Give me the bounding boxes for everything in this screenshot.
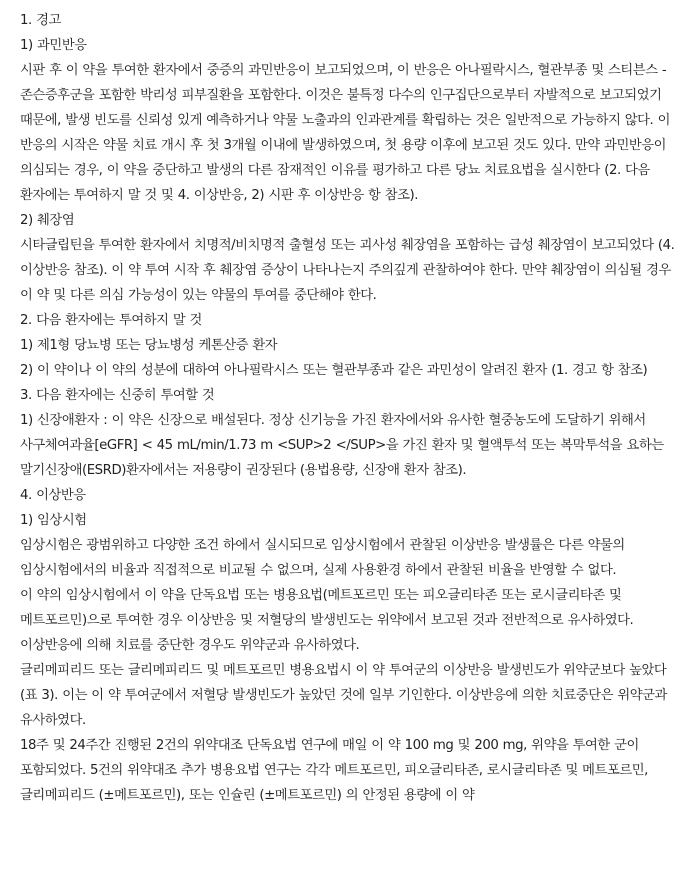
- paragraph-hypersensitivity: 시판 후 이 약을 투여한 환자에서 중증의 과민반응이 보고되었으며, 이 반응은 아나필락시스, 혈관부종 및 스티븐스 -존슨증후군을 포함한 박리성 피부질환을 포함한다. 이것은 불특정 다수의 인구집단으로부터 자발적으로 보고되었기 때문에, 발생 빈도를 신뢰성 있게 예측하거나 약물 노출과의 인과관계를 확립하는 것은 일반적으로 가능하지 않다. 이 반응의 시작은 약물 치료 개시 후 첫 3개월 이내에 발생하였으며, 첫 용량 이후에 보고된 것도 있다. 만약 과민반응이 의심되는 경우, 이 약을 중단하고 발생의 다른 잠재적인 이유를 평가하고 다른 당뇨 치료요법을 실시한다 (2. 다음 환자에는 투여하지 말 것 및 4. 이상반응, 2) 시판 후 이상반응 항 참조).: [20, 63, 670, 203]
- paragraph-clinical-trials-2: 이 약의 임상시험에서 이 약을 단독요법 또는 병용요법(메트포르민 또는 피오글리타존 또는 로시글리타존 및 메트포르민)으로 투여한 경우 이상반응 및 저혈당의 발생빈도는 위약에서 보고된 것과 전반적으로 유사하였다. 이상반응에 의해 치료를 중단한 경우도 위약군과 유사하였다.: [20, 588, 634, 653]
- subheading-pancreatitis: 2) 췌장염: [20, 213, 75, 228]
- section-heading-adverse-reactions: 4. 이상반응: [20, 488, 86, 503]
- list-item-contraindication-1: 1) 제1형 당뇨병 또는 당뇨병성 케톤산증 환자: [20, 338, 278, 353]
- subheading-clinical-trials: 1) 임상시험: [20, 513, 87, 528]
- paragraph-pancreatitis: 시타글립틴을 투여한 환자에서 치명적/비치명적 출혈성 또는 괴사성 췌장염을 포함하는 급성 췌장염이 보고되었다 (4. 이상반응 참조). 이 약 투여 시작 후 췌장염 증상이 나타나는지 주의깊게 관찰하여야 한다. 만약 췌장염이 의심될 경우 이 약 및 다른 의심 가능성이 있는 약물의 투여를 중단해야 한다.: [20, 238, 675, 303]
- section-heading-precautions: 3. 다음 환자에는 신중히 투여할 것: [20, 388, 215, 403]
- section-heading-contraindications: 2. 다음 환자에는 투여하지 말 것: [20, 313, 202, 328]
- list-item-contraindication-2: 2) 이 약이나 이 약의 성분에 대하여 아나필락시스 또는 혈관부종과 같은 과민성이 알려진 환자 (1. 경고 항 참조): [20, 363, 648, 378]
- paragraph-renal-impairment: 1) 신장애환자 : 이 약은 신장으로 배설된다. 정상 신기능을 가진 환자에서와 유사한 혈중농도에 도달하기 위해서 사구체여과율[eGFR] < 45 mL/min/1.73 m <SUP>2 </SUP>을 가진 환자 및 혈액투석 또는 복막투석을 요하는 말기신장애(ESRD)환자에서는 저용량이 권장된다 (용법용량, 신장애 환자 참조).: [20, 413, 664, 478]
- document-body: [20, 8, 684, 808]
- subheading-hypersensitivity: 1) 과민반응: [20, 38, 87, 53]
- paragraph-clinical-trials-4: 18주 및 24주간 진행된 2건의 위약대조 단독요법 연구에 매일 이 약 100 mg 및 200 mg, 위약을 투여한 군이 포함되었다. 5건의 위약대조 추가 병용요법 연구는 각각 메트포르민, 피오글리타존, 로시글리타존 및 메트포르민, 글리메피리드 (±메트포르민), 또는 인슐린 (±메트포르민) 의 안정된 용량에 이 약: [20, 738, 648, 803]
- section-heading-warnings: 1. 경고: [20, 13, 61, 28]
- paragraph-clinical-trials-1: 임상시험은 광범위하고 다양한 조건 하에서 실시되므로 임상시험에서 관찰된 이상반응 발생률은 다른 약물의 임상시험에서의 비율과 직접적으로 비교될 수 없으며, 실제 사용환경 하에서 관찰된 비율을 반영할 수 없다.: [20, 538, 625, 578]
- paragraph-clinical-trials-3: 글리메피리드 또는 글리메피리드 및 메트포르민 병용요법시 이 약 투여군의 이상반응 발생빈도가 위약군보다 높았다 (표 3). 이는 이 약 투여군에서 저혈당 발생빈도가 높았던 것에 일부 기인한다. 이상반응에 의한 치료중단은 위약군과 유사하였다.: [20, 663, 667, 728]
